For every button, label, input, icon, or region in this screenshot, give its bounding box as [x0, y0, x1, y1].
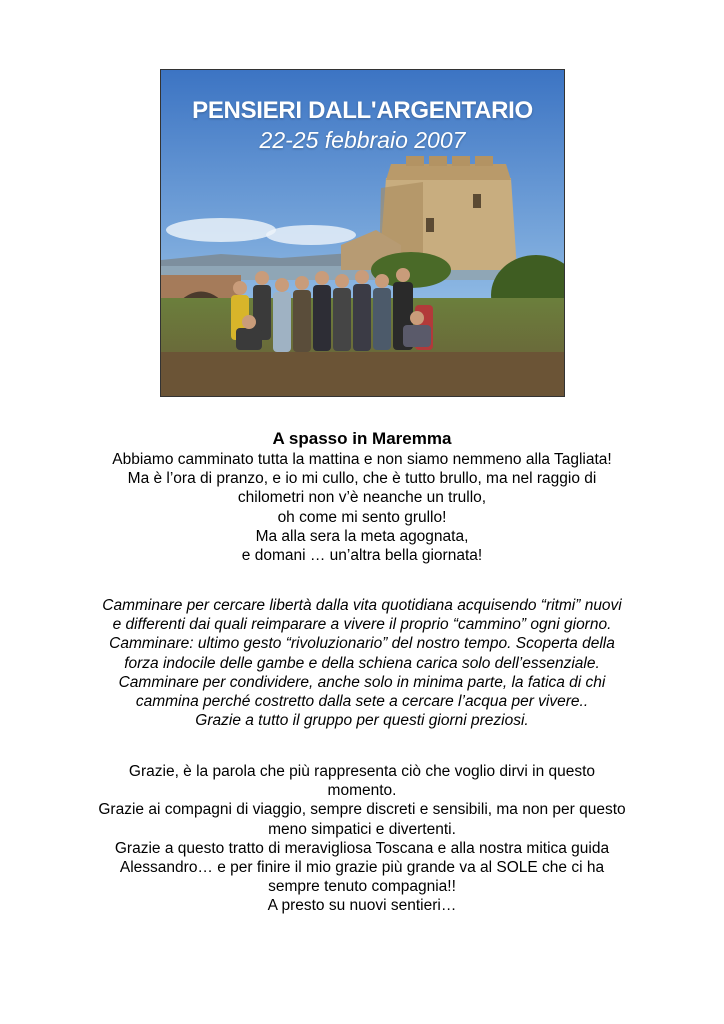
poem-line: Ma è l’ora di pranzo, e io mi cullo, che è tutto brullo, ma nel raggio di [127, 470, 597, 488]
reflection-line: e differenti dai quali reimparare a vivere il proprio “cammino” ogni giorno. [112, 616, 612, 634]
poem-line: oh come mi sento grullo! [277, 508, 447, 526]
cover-photo [160, 69, 565, 397]
reflection-line: Camminare: ultimo gesto “rivoluzionario” del nostro tempo. Scoperta della [109, 635, 615, 653]
cloud [266, 225, 356, 245]
thanks-paragraph [62, 762, 662, 916]
thanks-line: A presto su nuovi sentieri… [267, 897, 457, 915]
reflection-line: Camminare per cercare libertà dalla vita quotidiana acquisendo “ritmi” nuovi [102, 597, 622, 614]
thanks-line: sempre tenuto compagnia!! [268, 878, 456, 896]
thanks-line: Grazie ai compagni di viaggio, sempre discreti e sensibili, ma non per questo [98, 801, 626, 819]
thanks-line: Alessandro… e per finire il mio grazie più grande va al SOLE che ci ha [119, 859, 605, 877]
thanks-line: momento. [327, 782, 397, 800]
cloud [166, 218, 276, 242]
reflection-paragraph [62, 596, 662, 730]
photo-date: 22-25 febbraio 2007 [259, 127, 466, 153]
poem-title: A spasso in Maremma [272, 429, 452, 448]
reflection-line: cammina perché costretto dalla sete a cercare l’acqua per vivere.. [135, 693, 589, 711]
thanks-line: Grazie a questo tratto di meravigliosa Toscana e alla nostra mitica guida [114, 839, 610, 857]
photo-title: PENSIERI DALL'ARGENTARIO [192, 97, 533, 124]
thanks-line: Grazie, è la parola che più rappresenta ciò che voglio dirvi in questo [128, 763, 596, 780]
path [161, 352, 564, 396]
poem-line: Ma alla sera la meta agognata, [255, 527, 469, 545]
poem-line: e domani … un’altra bella giornata! [241, 547, 483, 565]
poem-line: chilometri non v’è neanche un trullo, [237, 489, 487, 507]
poem [62, 450, 662, 565]
reflection-line: Grazie a tutto il gruppo per questi giorni preziosi. [195, 712, 529, 730]
reflection-line: Camminare per condividere, anche solo in minima parte, la fatica di chi [118, 673, 606, 691]
thanks-line: meno simpatici e divertenti. [268, 820, 456, 838]
reflection-line: forza indocile delle gambe e della schiena carica solo dell’essenziale. [124, 654, 600, 672]
poem-line: Abbiamo camminato tutta la mattina e non siamo nemmeno alla Tagliata! [112, 451, 612, 468]
